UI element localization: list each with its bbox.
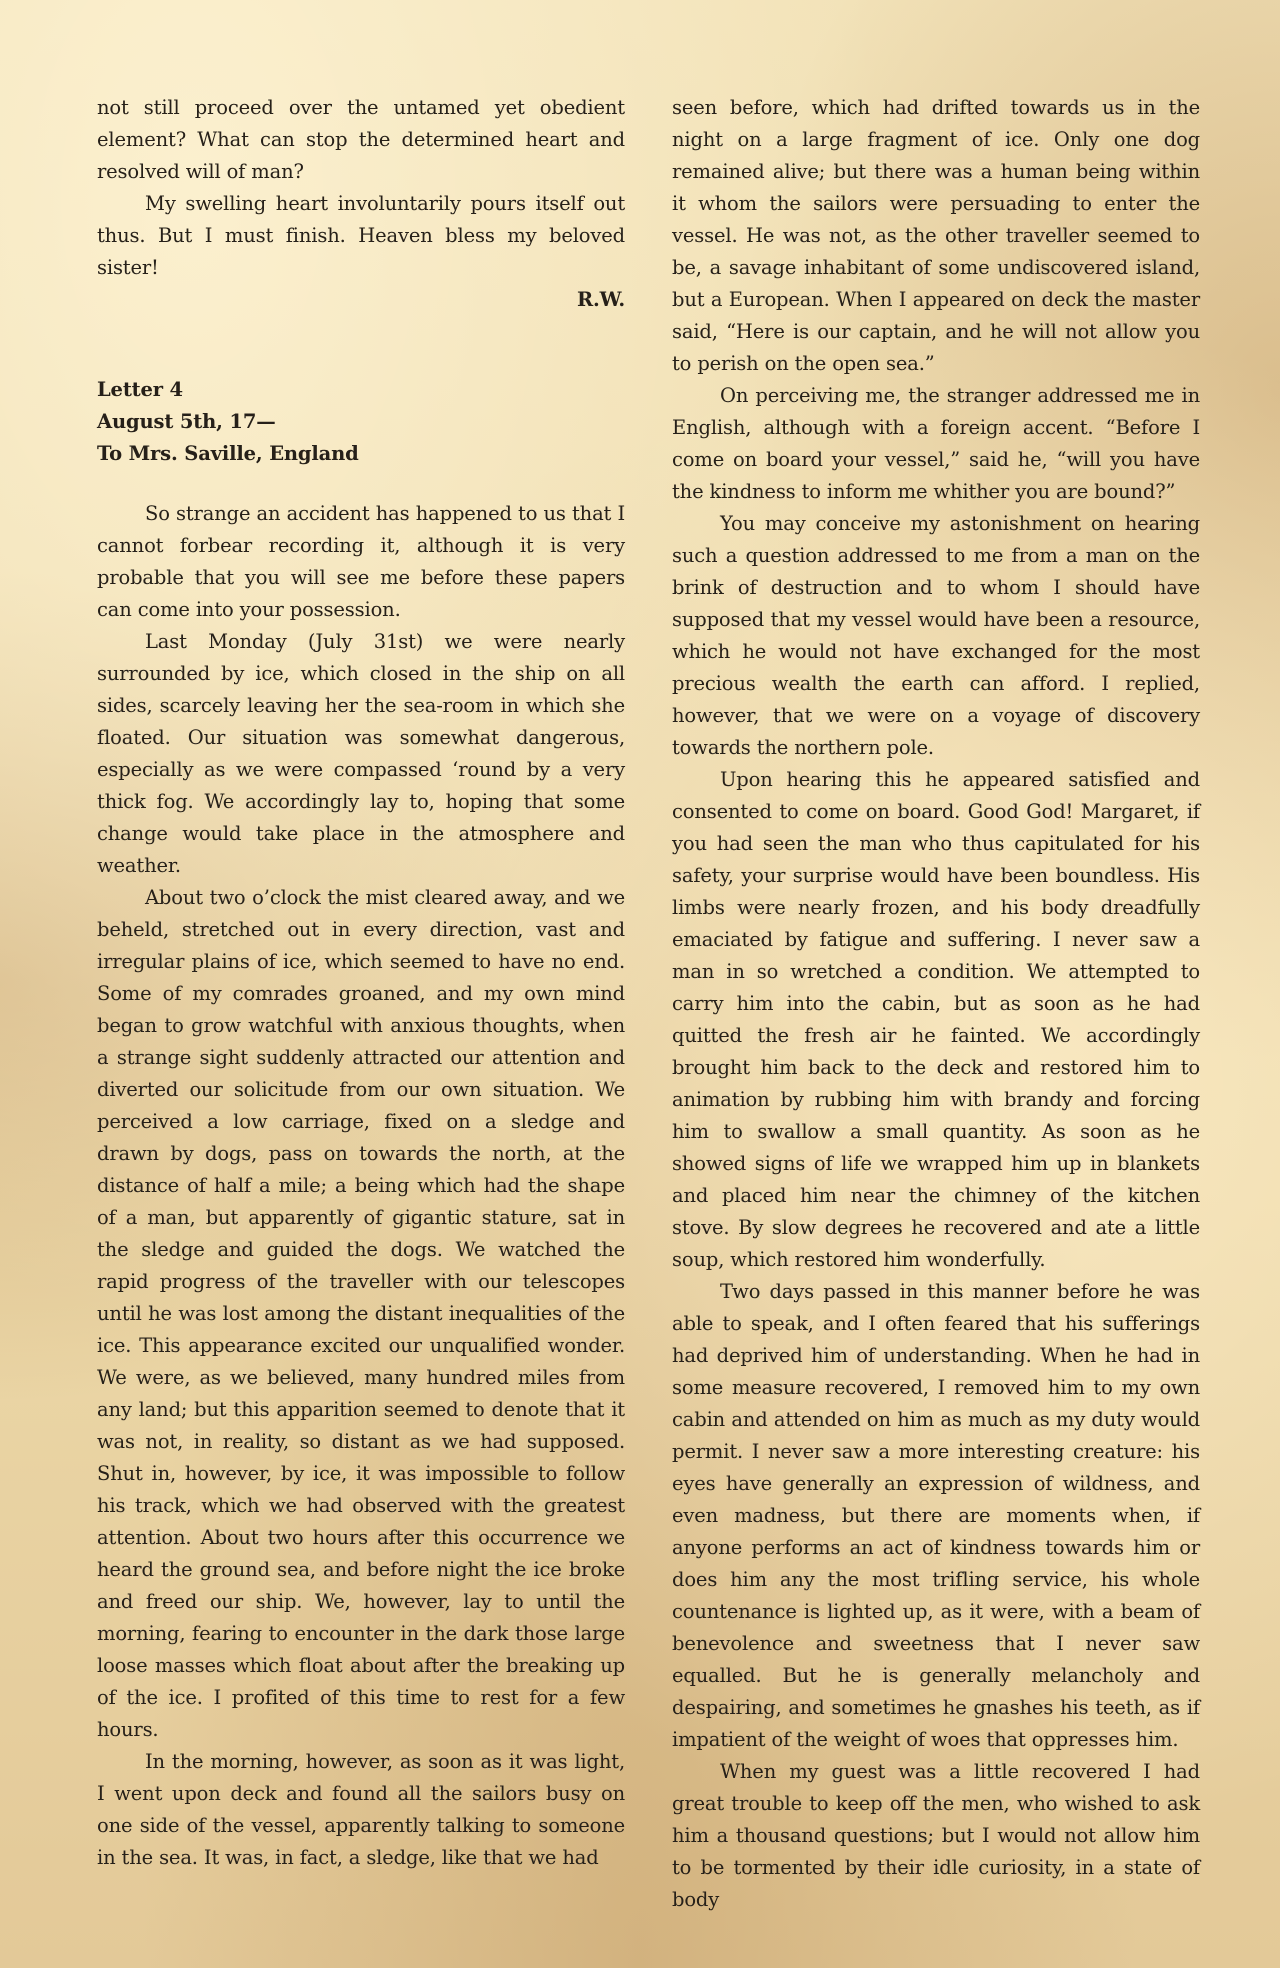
paragraph: In the morning, however, as soon as it was light, I went upon deck and found all the sailors busy on one side of the vessel, apparently talking to someone in the sea. It was, in fact, a sledge, like that we had (97, 1750, 625, 1869)
letter-signature: R.W. (576, 288, 625, 311)
left-column (97, 92, 625, 1968)
paragraph: Last Monday (July 31st) we were nearly surrounded by ice, which closed in the ship on all sides, scarcely leaving her the sea-room in which she floated. Our situation was somewhat dangerous, especially as we were compassed ‘round by a very thick fog. We accordingly lay to, hoping that some change would take place in the atmosphere and weather. (97, 630, 625, 877)
letter-title: Letter 4 (97, 378, 183, 401)
paragraph-continued: seen before, which had drifted towards us in the night on a large fragment of ice. Only one dog remained alive; but there was a human being within it whom the sailors were persuading to enter the vessel. He was not, as the other traveller seemed to be, a savage inhabitant of some undiscovered island, but a European. When I appeared on deck the master said, “Here is our captain, and he will not allow you to perish on the open sea.” (672, 96, 1200, 375)
paragraph: When my guest was a little recovered I had great trouble to keep off the men, who wished to ask him a thousand questions; but I would not allow him to be tormented by their idle curiosity, in a state of body (672, 1760, 1200, 1911)
paragraph: On perceiving me, the stranger addressed me in English, although with a foreign accent. “Before I come on board your vessel,” said he, “will you have the kindness to inform me whither you are bound?” (672, 384, 1200, 503)
paragraph-continued: not still proceed over the untamed yet obedient element? What can stop the determined heart and resolved will of man? (97, 96, 625, 183)
paragraph: So strange an accident has happened to us that I cannot forbear recording it, although it is very probable that you will see me before these papers can come into your possession. (97, 502, 625, 621)
paragraph: My swelling heart involuntarily pours itself out thus. But I must finish. Heaven bless my beloved sister! (97, 192, 625, 279)
right-column (672, 92, 1200, 1968)
paragraph: Upon hearing this he appeared satisfied and consented to come on board. Good God! Margaret, if you had seen the man who thus capitulated for his safety, your surprise would have been boundless. His limbs were nearly frozen, and his body dreadfully emaciated by fatigue and suffering. I never saw a man in so wretched a condition. We attempted to carry him into the cabin, but as soon as he had quitted the fresh air he fainted. We accordingly brought him back to the deck and restored him to animation by rubbing him with brandy and forcing him to swallow a small quantity. As soon as he showed signs of life we wrapped him up in blankets and placed him near the chimney of the kitchen stove. By slow degrees he recovered and ate a little soup, which restored him wonderfully. (672, 768, 1200, 1271)
letter-date: August 5th, 17— (97, 410, 276, 433)
letter-heading (97, 374, 625, 470)
paragraph: About two o’clock the mist cleared away, and we beheld, stretched out in every direction, vast and irregular plains of ice, which seemed to have no end. Some of my comrades groaned, and my own mind began to grow watchful with anxious thoughts, when a strange sight suddenly attracted our attention and diverted our solicitude from our own situation. We perceived a low carriage, fixed on a sledge and drawn by dogs, pass on towards the north, at the distance of half a mile; a being which had the shape of a man, but apparently of gigantic stature, sat in the sledge and guided the dogs. We watched the rapid progress of the traveller with our telescopes until he was lost among the distant inequalities of the ice. This appearance excited our unqualified wonder. We were, as we believed, many hundred miles from any land; but this apparition seemed to denote that it was not, in reality, so distant as we had supposed. Shut in, however, by ice, it was impossible to follow his track, which we had observed with the greatest attention. About two hours after this occurrence we heard the ground sea, and before night the ice broke and freed our ship. We, however, lay to until the morning, fearing to encounter in the dark those large loose masses which float about after the breaking up of the ice. I profited of this time to rest for a few hours. (97, 886, 625, 1741)
letter-recipient: To Mrs. Saville, England (97, 442, 359, 465)
paragraph: You may conceive my astonishment on hearing such a question addressed to me from a man on the brink of destruction and to whom I should have supposed that my vessel would have been a resource, which he would not have exchanged for the most precious wealth the earth can afford. I replied, however, that we were on a voyage of discovery towards the northern pole. (672, 512, 1200, 759)
paragraph: Two days passed in this manner before he was able to speak, and I often feared that his sufferings had deprived him of understanding. When he had in some measure recovered, I removed him to my own cabin and attended on him as much as my duty would permit. I never saw a more interesting creature: his eyes have generally an expression of wildness, and even madness, but there are moments when, if anyone performs an act of kindness towards him or does him any the most trifling service, his whole countenance is lighted up, as it were, with a beam of benevolence and sweetness that I never saw equalled. But he is generally melancholy and despairing, and sometimes he gnashes his teeth, as if impatient of the weight of woes that oppresses him. (672, 1280, 1200, 1751)
